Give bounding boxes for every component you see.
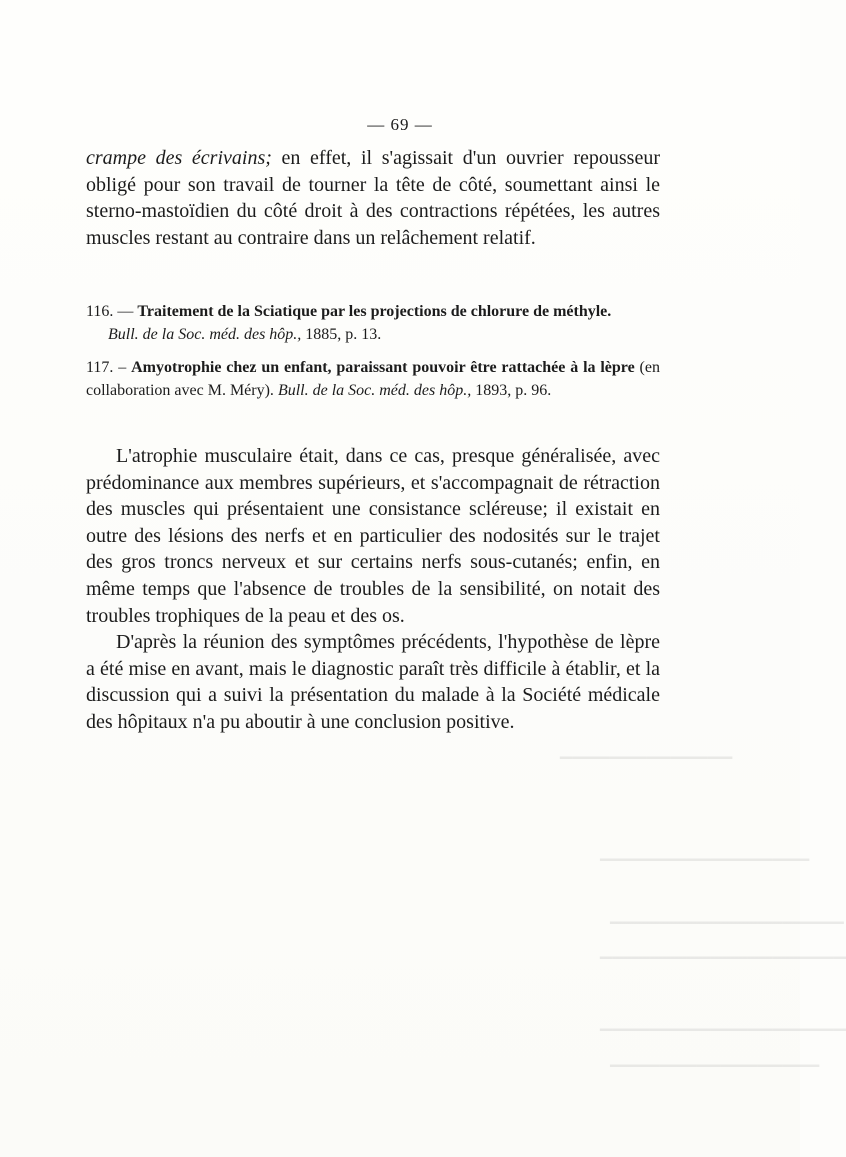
entry-citation-ref: 1885, p. 13. <box>301 326 382 343</box>
body-paragraph-1: L'atrophie musculaire était, dans ce cas, presque généralisée, avec prédominance aux membres supérieurs, et s'accompagnait de rétraction des muscles qui présentaient une consistance scléreuse; il existait en outre des lésions des nerfs et en particulier des nodosités sur le trajet des gros troncs nerveux et sur certains nerfs sous-cutanés; enfin, en même temps que l'absence de troubles de la sensibilité, on notait des troubles trophiques de la peau et des os. <box>86 445 660 627</box>
body-text-block <box>86 443 660 736</box>
entry-title: Amyotrophie chez un enfant, paraissant pouvoir être rattachée à la lèpre <box>131 359 635 376</box>
entry-title: Traitement de la Sciatique par les projections de chlorure de méthyle. <box>137 303 612 320</box>
bibliography-entry-116 <box>86 300 660 346</box>
entry-number: 116. <box>86 303 114 320</box>
bleed-through-line: ▁▁▁▁▁▁▁▁▁▁▁▁▁▁ <box>560 742 733 759</box>
bleed-through-line: ▁▁▁▁▁▁▁▁▁▁▁▁▁▁▁▁▁▁▁▁ <box>600 942 846 959</box>
top-paragraph-lead: crampe des écrivains; <box>86 147 272 169</box>
bleed-through-line: ▁▁▁▁▁▁▁▁▁▁▁▁▁▁▁▁▁ <box>610 1050 820 1067</box>
top-paragraph-block <box>86 145 660 251</box>
entry-citation <box>86 323 660 346</box>
entry-citation-journal: Bull. de la Soc. méd. des hôp., <box>108 326 302 343</box>
bleed-through-line: ▁▁▁▁▁▁▁▁▁▁▁▁▁▁▁▁▁▁▁ <box>610 907 844 924</box>
entry-citation-journal: Bull. de la Soc. méd. des hôp., <box>273 382 472 399</box>
entry-collab: (en collaboration avec M. Méry). <box>86 359 660 399</box>
top-paragraph <box>86 145 660 251</box>
bleed-through-line: ▁▁▁▁▁▁▁▁▁▁▁▁▁▁▁▁▁ <box>600 844 810 861</box>
entry-dash: — <box>113 303 134 320</box>
entry-dash: – <box>113 359 132 376</box>
body-paragraph-2: D'après la réunion des symptômes précédents, l'hypothèse de lèpre a été mise en avant, mais le diagnostic paraît très difficile à établir, et la discussion qui a suivi la présentation du malade à la Société médicale des hôpitaux n'a pu aboutir à une conclusion positive. <box>86 631 660 733</box>
bibliography-entry-117 <box>86 356 660 402</box>
page-number: — 69 — <box>367 115 433 134</box>
top-paragraph-text: en effet, il s'agissait d'un ouvrier repousseur obligé pour son travail de tourner la tête de côté, soumettant ainsi le sterno-mastoïdien du côté droit à des contractions répétées, les autres muscles restant au contraire dans un relâchement relatif. <box>86 147 660 249</box>
bleed-through-line: ▁▁▁▁▁▁▁▁▁▁▁▁▁▁▁▁▁▁▁▁ <box>600 1014 846 1031</box>
entry-citation-ref: 1893, p. 96. <box>471 382 552 399</box>
entry-number: 117. <box>86 359 114 376</box>
